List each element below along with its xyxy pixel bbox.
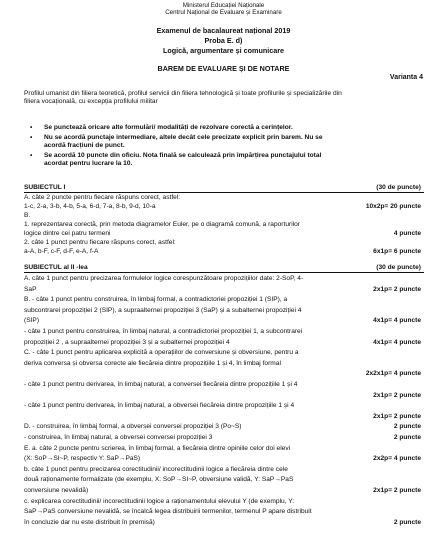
subiect2-line: două raționamente formalizate (de exemplu, X: SoP→SI~P, obversiune validă, Y: SaP→PaS	[24, 476, 294, 484]
ministry-header: Ministerul Educației Naționale	[182, 2, 265, 9]
subiect2-line: E. a. câte 2 puncte pentru scrierea, în limbaj formal, a fiecăreia dintre opiniile celor doi elevi	[24, 444, 291, 452]
subiect1-line: a-A, b-F, c-F, d-F, e-A, f-A	[24, 248, 99, 255]
subiect2-line: subcontrarei propoziției 2 (SIP), a supraalternei propoziției 3 (SaP) și a subalternei propoziției 4	[24, 306, 302, 314]
subiect1-heading: SUBIECTUL I	[24, 184, 66, 191]
subiect2-rule	[24, 272, 424, 273]
subiect2-score: 2x1p= 2 puncte	[373, 391, 421, 399]
subiect2-line: (SIP)	[24, 317, 40, 325]
varianta-label: Varianta 4	[389, 74, 423, 81]
subiect1-line: 2. câte 1 punct pentru fiecare răspuns corect, astfel:	[24, 239, 176, 246]
subiect2-line: C. - câte 1 punct pentru aplicarea explicită a operațiilor de conversiune și obversiune, pentru a	[24, 349, 299, 357]
subiect1-line: 1. reprezentarea corectă, prin metoda diagramelor Euler, pe o diagramă comună, a raporturilor	[24, 221, 300, 228]
subiect2-line: A. câte 1 punct pentru precizarea formulelor logice corespunzătoare propozițiilor date: 2-SoP, 4-	[24, 275, 304, 282]
subiect2-points: (30 de puncte)	[376, 264, 421, 271]
subiect2-line: b. câte 1 punct pentru precizarea corectitudinii/ incorectitudinii logice a fiecăreia dintre cele	[24, 465, 288, 473]
rule-1: • Se punctează oricare alte formulări/ modalități de rezolvare corectă a cerințelor.	[44, 124, 293, 132]
subiect2-line: - câte 1 punct pentru derivarea, în limbaj natural, a conversei fiecăreia dintre propozițiile 1 și 4	[24, 381, 298, 388]
subiect1-line: 1-c, 2-a, 3-b, 4-b, 5-a, 6-d, 7-a, 8-b, 9-d, 10-a	[24, 203, 156, 210]
rule-3-cont: acordat pentru lucrare la 10.	[44, 160, 133, 167]
exam-title: Examenul de bacalaureat național 2019	[156, 26, 291, 35]
intro-line-1: Profilul umanist din filiera teoretică, profilul servicii din filiera tehnologică și toate profilurile și specializările din	[24, 90, 342, 97]
subiect2-line: conversiune nevalidă)	[24, 487, 89, 494]
subiect2-line: D. - construirea, în limbaj formal, a obversei conversei propoziției 3 (Po~S)	[24, 423, 242, 431]
subiect2-score: 2x2p= 4 puncte	[373, 455, 421, 463]
subiect1-score: 10x2p= 20 puncte	[365, 203, 421, 210]
subiect1-line: B.	[24, 212, 31, 219]
proba-title: Proba E. d)	[204, 36, 243, 45]
subiect2-score: 2x2x1p= 4 puncte	[365, 370, 421, 378]
subiect1-score: 4 puncte	[393, 230, 421, 237]
subiect1-line: A. câte 2 puncte pentru fiecare răspuns corect, astfel:	[24, 194, 181, 201]
subiect2-line: SaP→PaS conversiune nevalidă, se încalcă legea distribuirii termenilor, termenul P apare distribuit	[24, 508, 312, 516]
subiect2-line: - câte 1 punct pentru derivarea, în limbaj natural, a obversei fiecăreia dintre propozițiile 1 și 4	[24, 402, 295, 410]
subiect2-score: 2 puncte	[393, 434, 421, 441]
subiect2-line: propoziției 2 , a supraalternei propoziției 3 și a subalternei propoziției 4	[24, 338, 230, 346]
subiect2-line: (X: SoP→SI~P, respectiv Y: SaP→PaS)	[24, 455, 141, 463]
subiect2-line: în concluzie dar nu este distribuit în premisă)	[24, 518, 155, 526]
subiect2-score: 2x1p= 2 puncte	[373, 285, 421, 293]
subiect2-line: SaP	[24, 285, 37, 293]
subiect2-line: - construirea, în limbaj natural, a obversei conversei propoziției 3	[24, 434, 213, 441]
rule-2: • Nu se acordă punctaje intermediare, altele decât cele precizate explicit prin barem. Nu se	[44, 134, 323, 142]
subiect2-line: B. - câte 1 punct pentru construirea, în limbaj formal, a contradictoriei propoziției 1 (SIP), a	[24, 296, 288, 304]
center-header: Centrul Național de Evaluare și Examinare	[165, 9, 282, 16]
subiect2-line: c. explicarea corectitudinii/ incorectitudinii logice a raționamentului elevului Y (de exemplu, Y:	[24, 497, 295, 505]
subiect2-score: 4x1p= 4 puncte	[373, 338, 421, 346]
subiect1-rule	[24, 192, 424, 193]
barem-title: BAREM DE EVALUARE ȘI DE NOTARE	[157, 64, 290, 73]
subiect2-score: 2x1p= 2 puncte	[373, 412, 421, 420]
subiect2-heading: SUBIECTUL al II -lea	[24, 264, 88, 271]
subiect2-score: 4x1p= 4 puncte	[373, 317, 421, 325]
subiect2-score: 2x1p= 2 puncte	[373, 487, 421, 494]
subject-title: Logică, argumentare și comunicare	[162, 46, 285, 55]
subiect2-score: 2 puncte	[393, 423, 421, 431]
subiect2-line: deriva conversa și obversa corecte ale fiecăreia dintre propozițiile 1 și 4, în limbaj formal	[24, 359, 281, 367]
subiect2-line: - câte 1 punct pentru construirea, în limbaj natural, a contradictoriei propoziției 1, a subcontrarei	[24, 328, 303, 335]
rule-2-cont: acordă fracțiuni de punct.	[44, 142, 125, 149]
intro-line-2: filiera vocațională, cu excepția profilului militar	[24, 98, 158, 105]
subiect1-line: logice dintre cei patru termeni	[24, 230, 111, 237]
subiect1-score: 6x1p= 6 puncte	[373, 248, 421, 255]
subiect2-score: 2 puncte	[393, 518, 421, 526]
rule-3: • Se acordă 10 puncte din oficiu. Nota finală se calculează prin împărțirea punctajului total	[44, 152, 321, 160]
subiect1-points: (30 de puncte)	[376, 184, 421, 191]
